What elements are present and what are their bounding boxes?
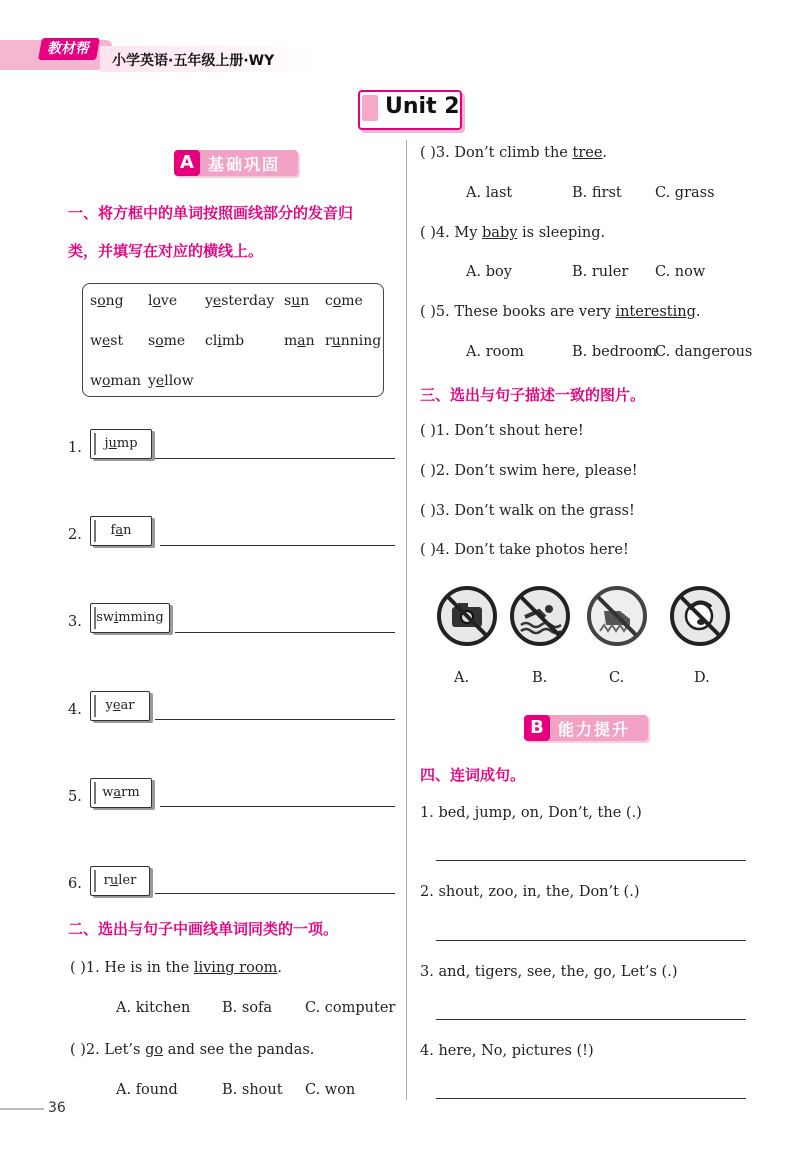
q1-title-line2: 类，并填写在对应的横线上。: [68, 242, 264, 260]
option: A. boy: [466, 264, 512, 280]
word-running: running: [325, 333, 382, 349]
q4-item: 1. bed, jump, on, Don’t, the (.): [420, 805, 642, 821]
answer-line[interactable]: [160, 545, 395, 546]
answer-line[interactable]: [436, 1098, 746, 1099]
section-b-letter: B: [524, 715, 550, 741]
answer-line[interactable]: [155, 719, 395, 720]
word-yellow: yellow: [148, 373, 194, 389]
word-west: west: [90, 333, 124, 349]
answer-line[interactable]: [436, 940, 746, 941]
no-shouting-icon: [669, 585, 731, 647]
book-icon: [362, 95, 378, 121]
sign-label-d: D.: [694, 670, 710, 686]
sign-label-c: C.: [609, 670, 625, 686]
answer-line[interactable]: [155, 893, 395, 894]
word-song: song: [90, 293, 124, 309]
page-number-dash: [0, 1108, 44, 1110]
word-card: swimming: [90, 603, 170, 633]
option: C. dangerous: [655, 344, 753, 360]
q1-item-num: 5.: [68, 789, 82, 805]
word-card: warm: [90, 778, 152, 808]
word-card: fan: [90, 516, 152, 546]
option: B. shout: [222, 1082, 283, 1098]
q3-item: ( )3. Don’t walk on the grass!: [420, 503, 635, 519]
option: A. room: [466, 344, 524, 360]
answer-line[interactable]: [160, 806, 395, 807]
section-a-label: 基础巩固: [208, 155, 281, 174]
q3-item: ( )4. Don’t take photos here!: [420, 542, 629, 558]
unit-title: Unit 2: [385, 94, 460, 119]
q1-item-num: 1.: [68, 440, 82, 456]
sign-label-a: A.: [454, 670, 470, 686]
page-number: 36: [48, 1100, 66, 1116]
no-swimming-icon: [509, 585, 571, 647]
option: C. won: [305, 1082, 356, 1098]
q2-item-5: ( )5. These books are very interesting.: [420, 304, 701, 320]
q3-item: ( )2. Don’t swim here, please!: [420, 463, 638, 479]
word-man: man: [284, 333, 315, 349]
option: B. ruler: [572, 264, 629, 280]
word-card: year: [90, 691, 150, 721]
word-love: love: [148, 293, 178, 309]
option: B. sofa: [222, 1000, 273, 1016]
section-b-label: 能力提升: [558, 720, 631, 739]
q2-item-3: ( )3. Don’t climb the tree.: [420, 145, 608, 161]
option: B. bedroom: [572, 344, 658, 360]
option: C. computer: [305, 1000, 396, 1016]
q4-item: 3. and, tigers, see, the, go, Let’s (.): [420, 964, 678, 980]
option: A. found: [116, 1082, 178, 1098]
word-yesterday: yesterday: [205, 293, 275, 309]
answer-line[interactable]: [436, 1019, 746, 1020]
word-sun: sun: [284, 293, 310, 309]
option: C. now: [655, 264, 706, 280]
answer-line[interactable]: [155, 458, 395, 459]
answer-line[interactable]: [436, 860, 746, 861]
q2-item-1: ( )1. He is in the living room.: [70, 960, 282, 976]
q1-item-num: 2.: [68, 527, 82, 543]
word-come: come: [325, 293, 363, 309]
q3-title: 三、选出与句子描述一致的图片。: [420, 386, 646, 404]
book-title: 小学英语·五年级上册·WY: [112, 53, 275, 69]
section-a-letter: A: [174, 150, 200, 176]
q4-item: 2. shout, zoo, in, the, Don’t (.): [420, 884, 640, 900]
word-woman: woman: [90, 373, 142, 389]
no-photo-icon: [436, 585, 498, 647]
option: C. grass: [655, 185, 715, 201]
column-divider: [406, 140, 407, 1100]
answer-line[interactable]: [175, 632, 395, 633]
q4-title: 四、连词成句。: [420, 766, 526, 784]
q1-item-num: 3.: [68, 614, 82, 630]
word-some: some: [148, 333, 186, 349]
q1-title-line1: 一、将方框中的单词按照画线部分的发音归: [68, 204, 354, 222]
q1-item-num: 4.: [68, 702, 82, 718]
q2-item-4: ( )4. My baby is sleeping.: [420, 225, 606, 241]
word-card: ruler: [90, 866, 150, 896]
option: A. kitchen: [116, 1000, 191, 1016]
word-card: jump: [90, 429, 152, 459]
sign-label-b: B.: [532, 670, 548, 686]
no-walking-icon: [586, 585, 648, 647]
option: B. first: [572, 185, 622, 201]
q2-item-2: ( )2. Let’s go and see the pandas.: [70, 1042, 315, 1058]
q1-item-num: 6.: [68, 876, 82, 892]
option: A. last: [466, 185, 513, 201]
brand-badge: 教材帮: [38, 38, 100, 60]
q2-title: 二、选出与句子中画线单词同类的一项。: [68, 920, 339, 938]
q4-item: 4. here, No, pictures (!): [420, 1043, 594, 1059]
q3-item: ( )1. Don’t shout here!: [420, 423, 584, 439]
word-climb: climb: [205, 333, 245, 349]
